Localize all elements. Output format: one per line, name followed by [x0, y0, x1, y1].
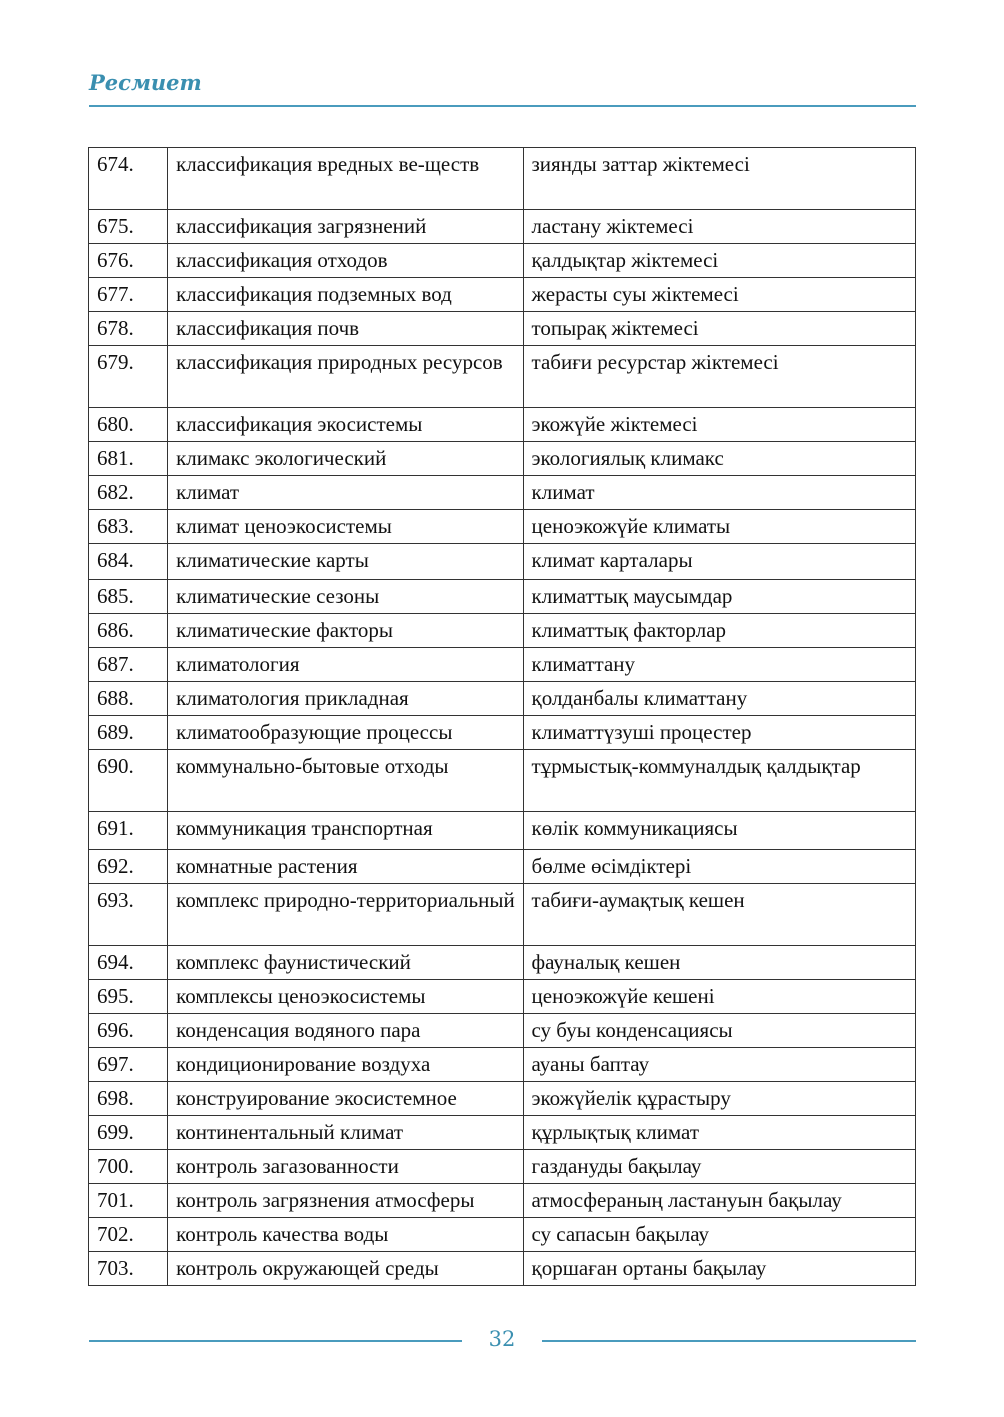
- page-number: 32: [488, 1327, 516, 1351]
- term-russian: климатообразующие процессы: [168, 716, 523, 750]
- entry-number: 683.: [89, 510, 168, 544]
- term-russian: континентальный климат: [168, 1116, 523, 1150]
- term-russian: комнатные растения: [168, 850, 523, 884]
- term-russian: классификация природных ресурсов: [168, 346, 523, 408]
- term-kazakh: зиянды заттар жіктемесі: [523, 148, 915, 210]
- entry-number: 674.: [89, 148, 168, 210]
- table-row: [89, 312, 916, 346]
- term-russian: комплекс природно-территориальный: [168, 884, 523, 946]
- table-row: [89, 1150, 916, 1184]
- table-row: [89, 278, 916, 312]
- entry-number: 691.: [89, 812, 168, 850]
- table-row: [89, 850, 916, 884]
- table-row: [89, 1252, 916, 1286]
- term-kazakh: ауаны баптау: [523, 1048, 915, 1082]
- table-row: [89, 812, 916, 850]
- entry-number: 684.: [89, 544, 168, 580]
- term-russian: классификация загрязнений: [168, 210, 523, 244]
- term-kazakh: ластану жіктемесі: [523, 210, 915, 244]
- term-kazakh: құрлықтық климат: [523, 1116, 915, 1150]
- term-russian: классификация подземных вод: [168, 278, 523, 312]
- table-row: [89, 884, 916, 946]
- table-row: [89, 544, 916, 580]
- term-russian: контроль загрязнения атмосферы: [168, 1184, 523, 1218]
- entry-number: 687.: [89, 648, 168, 682]
- table-row: [89, 614, 916, 648]
- term-kazakh: қоршаған ортаны бақылау: [523, 1252, 915, 1286]
- entry-number: 682.: [89, 476, 168, 510]
- entry-number: 677.: [89, 278, 168, 312]
- entry-number: 676.: [89, 244, 168, 278]
- table-row: [89, 682, 916, 716]
- term-russian: климат ценоэкосистемы: [168, 510, 523, 544]
- term-kazakh: газдануды бақылау: [523, 1150, 915, 1184]
- table-row: [89, 580, 916, 614]
- term-russian: контроль качества воды: [168, 1218, 523, 1252]
- term-kazakh: климат: [523, 476, 915, 510]
- entry-number: 700.: [89, 1150, 168, 1184]
- term-kazakh: қолданбалы климаттану: [523, 682, 915, 716]
- footer-divider-left: [89, 1340, 462, 1342]
- entry-number: 680.: [89, 408, 168, 442]
- term-russian: климатические карты: [168, 544, 523, 580]
- term-kazakh: қалдықтар жіктемесі: [523, 244, 915, 278]
- entry-number: 702.: [89, 1218, 168, 1252]
- term-russian: коммуникация транспортная: [168, 812, 523, 850]
- table-row: [89, 1184, 916, 1218]
- term-russian: климатология прикладная: [168, 682, 523, 716]
- entry-number: 675.: [89, 210, 168, 244]
- glossary-rows: [89, 148, 916, 1286]
- table-row: [89, 716, 916, 750]
- glossary-table: [88, 147, 916, 1286]
- entry-number: 692.: [89, 850, 168, 884]
- entry-number: 678.: [89, 312, 168, 346]
- table-row: [89, 210, 916, 244]
- term-russian: конденсация водяного пара: [168, 1014, 523, 1048]
- entry-number: 695.: [89, 980, 168, 1014]
- entry-number: 690.: [89, 750, 168, 812]
- term-russian: классификация отходов: [168, 244, 523, 278]
- term-kazakh: атмосфераның ластануын бақылау: [523, 1184, 915, 1218]
- table-row: [89, 1048, 916, 1082]
- header-divider: [89, 105, 916, 107]
- term-kazakh: табиғи-аумақтық кешен: [523, 884, 915, 946]
- table-row: [89, 1014, 916, 1048]
- entry-number: 685.: [89, 580, 168, 614]
- term-kazakh: экожүйе жіктемесі: [523, 408, 915, 442]
- table-row: [89, 946, 916, 980]
- term-kazakh: климаттық факторлар: [523, 614, 915, 648]
- entry-number: 693.: [89, 884, 168, 946]
- entry-number: 694.: [89, 946, 168, 980]
- entry-number: 689.: [89, 716, 168, 750]
- table-row: [89, 244, 916, 278]
- table-row: [89, 442, 916, 476]
- table-row: [89, 1082, 916, 1116]
- table-row: [89, 408, 916, 442]
- entry-number: 679.: [89, 346, 168, 408]
- term-russian: климатические сезоны: [168, 580, 523, 614]
- table-row: [89, 980, 916, 1014]
- entry-number: 688.: [89, 682, 168, 716]
- term-kazakh: тұрмыстық-коммуналдық қалдықтар: [523, 750, 915, 812]
- footer-divider-right: [542, 1340, 916, 1342]
- table-row: [89, 476, 916, 510]
- term-kazakh: климаттүзуші процестер: [523, 716, 915, 750]
- term-kazakh: жерасты суы жіктемесі: [523, 278, 915, 312]
- term-russian: климат: [168, 476, 523, 510]
- entry-number: 686.: [89, 614, 168, 648]
- term-kazakh: су буы конденсациясы: [523, 1014, 915, 1048]
- term-kazakh: климаттық маусымдар: [523, 580, 915, 614]
- term-kazakh: экожүйелік құрастыру: [523, 1082, 915, 1116]
- entry-number: 696.: [89, 1014, 168, 1048]
- entry-number: 701.: [89, 1184, 168, 1218]
- table-row: [89, 1218, 916, 1252]
- term-kazakh: бөлме өсімдіктері: [523, 850, 915, 884]
- entry-number: 703.: [89, 1252, 168, 1286]
- term-kazakh: экологиялық климакс: [523, 442, 915, 476]
- term-kazakh: климат карталары: [523, 544, 915, 580]
- term-russian: коммунально-бытовые отходы: [168, 750, 523, 812]
- entry-number: 698.: [89, 1082, 168, 1116]
- term-russian: комплексы ценоэкосистемы: [168, 980, 523, 1014]
- term-russian: классификация вредных ве-ществ: [168, 148, 523, 210]
- table-row: [89, 1116, 916, 1150]
- table-row: [89, 346, 916, 408]
- term-russian: климакс экологический: [168, 442, 523, 476]
- table-row: [89, 148, 916, 210]
- running-header: Ресмиет: [89, 70, 202, 95]
- term-kazakh: су сапасын бақылау: [523, 1218, 915, 1252]
- term-kazakh: топырақ жіктемесі: [523, 312, 915, 346]
- entry-number: 699.: [89, 1116, 168, 1150]
- entry-number: 697.: [89, 1048, 168, 1082]
- entry-number: 681.: [89, 442, 168, 476]
- term-kazakh: ценоэкожүйе кешені: [523, 980, 915, 1014]
- table-row: [89, 510, 916, 544]
- term-russian: климатология: [168, 648, 523, 682]
- table-row: [89, 648, 916, 682]
- term-russian: климатические факторы: [168, 614, 523, 648]
- term-kazakh: фауналық кешен: [523, 946, 915, 980]
- term-russian: контроль окружающей среды: [168, 1252, 523, 1286]
- term-russian: классификация почв: [168, 312, 523, 346]
- term-russian: контроль загазованности: [168, 1150, 523, 1184]
- term-kazakh: көлік коммуникациясы: [523, 812, 915, 850]
- table-row: [89, 750, 916, 812]
- term-russian: конструирование экосистемное: [168, 1082, 523, 1116]
- term-russian: кондиционирование воздуха: [168, 1048, 523, 1082]
- term-russian: классификация экосистемы: [168, 408, 523, 442]
- term-kazakh: табиғи ресурстар жіктемесі: [523, 346, 915, 408]
- term-russian: комплекс фаунистический: [168, 946, 523, 980]
- term-kazakh: климаттану: [523, 648, 915, 682]
- term-kazakh: ценоэкожүйе климаты: [523, 510, 915, 544]
